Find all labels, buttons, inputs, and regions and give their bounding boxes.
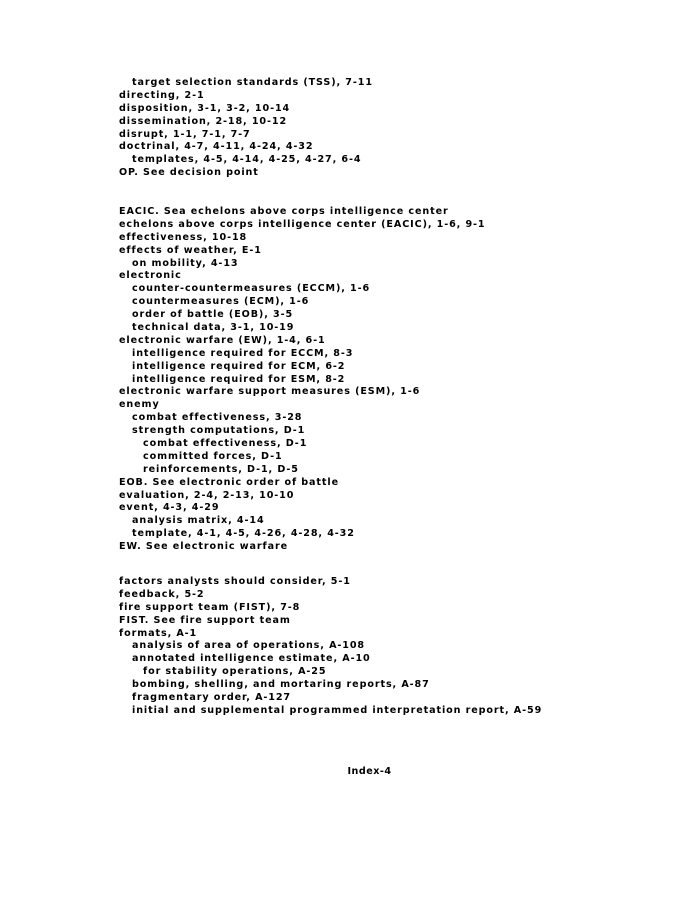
index-entry: doctrinal, 4-7, 4-11, 4-24, 4-32 <box>119 141 314 153</box>
page-footer <box>0 766 691 777</box>
index-entry: EOB. See electronic order of battle <box>119 476 339 488</box>
index-section-e <box>119 206 639 554</box>
index-subentry: intelligence required for ESM, 8-2 <box>132 373 346 385</box>
index-entry: event, 4-3, 4-29 <box>119 502 220 514</box>
index-section-f <box>119 576 639 718</box>
index-entry: effects of weather, E-1 <box>119 244 262 256</box>
index-entry: electronic warfare (EW), 1-4, 6-1 <box>119 334 326 346</box>
index-entry: evaluation, 2-4, 2-13, 10-10 <box>119 489 295 501</box>
index-entry: enemy <box>119 399 160 411</box>
index-subentry: intelligence required for ECM, 6-2 <box>132 360 346 372</box>
index-subentry: analysis of area of operations, A-108 <box>132 640 365 652</box>
index-entry: disrupt, 1-1, 7-1, 7-7 <box>119 128 251 140</box>
index-subentry: for stability operations, A-25 <box>143 666 327 678</box>
index-subentry: on mobility, 4-13 <box>132 257 239 269</box>
index-entry: feedback, 5-2 <box>119 588 205 600</box>
index-subentry: template, 4-1, 4-5, 4-26, 4-28, 4-32 <box>132 528 355 540</box>
index-subentry: strength computations, D-1 <box>132 425 306 437</box>
index-subentry: annotated intelligence estimate, A-10 <box>132 653 371 665</box>
page-number: Index-4 <box>347 766 392 777</box>
index-entry: disposition, 3-1, 3-2, 10-14 <box>119 102 291 114</box>
index-entry: dissemination, 2-18, 10-12 <box>119 115 288 127</box>
index-subentry: fragmentary order, A-127 <box>132 692 291 704</box>
index-subentry: bombing, shelling, and mortaring reports, A-87 <box>132 679 430 691</box>
index-section-d <box>119 77 639 180</box>
index-entry: factors analysts should consider, 5-1 <box>119 576 351 587</box>
index-subentry: combat effectiveness, 3-28 <box>132 412 303 424</box>
index-entry: electronic <box>119 270 182 282</box>
index-subentry: technical data, 3-1, 10-19 <box>132 322 295 334</box>
index-entry: EW. See electronic warfare <box>119 541 288 553</box>
index-entry: fire support team (FIST), 7-8 <box>119 601 301 613</box>
index-subentry: templates, 4-5, 4-14, 4-25, 4-27, 6-4 <box>132 154 362 166</box>
index-entry: FIST. See fire support team <box>119 614 291 626</box>
index-entry: directing, 2-1 <box>119 89 205 101</box>
index-subentry: target selection standards (TSS), 7-11 <box>132 77 373 88</box>
index-subentry: intelligence required for ECCM, 8-3 <box>132 347 354 359</box>
index-subentry: countermeasures (ECM), 1-6 <box>132 296 310 308</box>
index-entry: electronic warfare support measures (ESM), 1-6 <box>119 386 421 398</box>
index-subentry: counter-countermeasures (ECCM), 1-6 <box>132 283 371 295</box>
index-subentry: order of battle (EOB), 3-5 <box>132 309 294 321</box>
index-subentry: committed forces, D-1 <box>143 450 283 462</box>
index-entry: EACIC. Sea echelons above corps intelligence center <box>119 206 449 217</box>
index-entry: OP. See decision point <box>119 167 259 179</box>
index-subentry: combat effectiveness, D-1 <box>143 438 308 450</box>
index-entry: echelons above corps intelligence center (EACIC), 1-6, 9-1 <box>119 218 486 230</box>
index-subentry: analysis matrix, 4-14 <box>132 515 265 527</box>
index-entry: effectiveness, 10-18 <box>119 231 248 243</box>
index-subentry: initial and supplemental programmed interpretation report, A-59 <box>132 704 543 716</box>
index-subentry: reinforcements, D-1, D-5 <box>143 463 299 475</box>
index-entry: formats, A-1 <box>119 627 198 639</box>
